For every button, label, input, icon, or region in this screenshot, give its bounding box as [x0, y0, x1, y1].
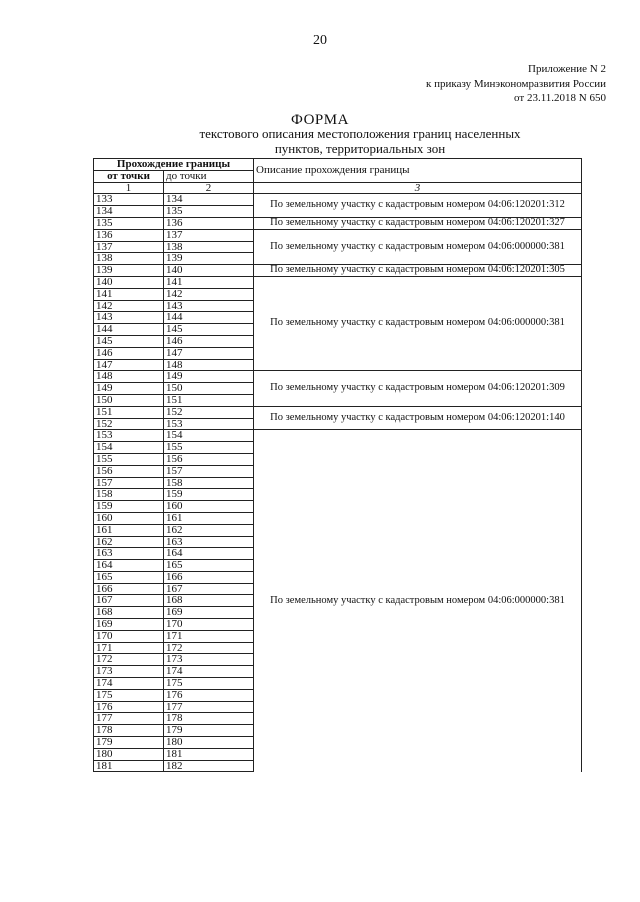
from-point-cell: 150 — [94, 394, 164, 406]
to-point-cell: 175 — [164, 678, 254, 690]
from-point-cell: 135 — [94, 217, 164, 229]
description-cell: По земельному участку с кадастровым номером 04:06:120201:309 — [254, 371, 582, 406]
from-point-cell: 133 — [94, 194, 164, 206]
table-row — [94, 430, 582, 442]
from-point-cell: 155 — [94, 453, 164, 465]
from-point-cell: 158 — [94, 489, 164, 501]
to-point-cell: 172 — [164, 642, 254, 654]
to-point-cell: 143 — [164, 300, 254, 312]
appendix-line-3: от 23.11.2018 N 650 — [514, 92, 606, 104]
to-point-cell: 161 — [164, 512, 254, 524]
from-point-cell: 134 — [94, 206, 164, 218]
from-point-cell: 175 — [94, 689, 164, 701]
to-point-cell: 173 — [164, 654, 254, 666]
to-point-cell: 177 — [164, 701, 254, 713]
border-description-table — [93, 158, 582, 772]
from-point-cell: 139 — [94, 265, 164, 277]
description-cell: По земельному участку с кадастровым номером 04:06:000000:381 — [254, 276, 582, 370]
subtitle-line-2: пунктов, территориальных зон — [274, 140, 446, 156]
to-point-cell: 152 — [164, 406, 254, 418]
to-point-cell: 135 — [164, 206, 254, 218]
column-number-1: 1 — [94, 182, 164, 194]
from-point-cell: 170 — [94, 630, 164, 642]
from-point-cell: 148 — [94, 371, 164, 383]
table-row — [94, 194, 582, 206]
column-number-3: 3 — [254, 182, 582, 194]
from-point-cell: 164 — [94, 560, 164, 572]
from-point-cell: 173 — [94, 666, 164, 678]
table-row — [94, 229, 582, 241]
to-point-cell: 162 — [164, 524, 254, 536]
description-cell: По земельному участку с кадастровым номером 04:06:120201:327 — [254, 217, 582, 229]
header-description: Описание прохождения границы — [254, 159, 582, 183]
from-point-cell: 153 — [94, 430, 164, 442]
to-point-cell: 165 — [164, 560, 254, 572]
from-point-cell: 141 — [94, 288, 164, 300]
description-cell: По земельному участку с кадастровым номером 04:06:120201:140 — [254, 406, 582, 430]
form-subtitle — [150, 127, 570, 156]
to-point-cell: 181 — [164, 748, 254, 760]
to-point-cell: 153 — [164, 418, 254, 430]
header-to-point: до точки — [164, 170, 254, 182]
to-point-cell: 139 — [164, 253, 254, 265]
to-point-cell: 168 — [164, 595, 254, 607]
to-point-cell: 171 — [164, 630, 254, 642]
from-point-cell: 165 — [94, 571, 164, 583]
from-point-cell: 156 — [94, 465, 164, 477]
to-point-cell: 159 — [164, 489, 254, 501]
to-point-cell: 156 — [164, 453, 254, 465]
from-point-cell: 177 — [94, 713, 164, 725]
to-point-cell: 174 — [164, 666, 254, 678]
from-point-cell: 152 — [94, 418, 164, 430]
description-cell: По земельному участку с кадастровым номером 04:06:120201:312 — [254, 194, 582, 218]
to-point-cell: 142 — [164, 288, 254, 300]
to-point-cell: 157 — [164, 465, 254, 477]
description-cell: По земельному участку с кадастровым номером 04:06:000000:381 — [254, 229, 582, 264]
table-row — [94, 217, 582, 229]
to-point-cell: 163 — [164, 536, 254, 548]
from-point-cell: 163 — [94, 548, 164, 560]
from-point-cell: 145 — [94, 335, 164, 347]
from-point-cell: 161 — [94, 524, 164, 536]
to-point-cell: 164 — [164, 548, 254, 560]
subtitle-line-1: текстового описания местоположения границ населенных — [199, 126, 521, 141]
appendix-line-2: к приказу Минэкономразвития России — [426, 77, 606, 90]
to-point-cell: 169 — [164, 607, 254, 619]
from-point-cell: 172 — [94, 654, 164, 666]
to-point-cell: 160 — [164, 501, 254, 513]
to-point-cell: 147 — [164, 347, 254, 359]
from-point-cell: 136 — [94, 229, 164, 241]
from-point-cell: 180 — [94, 748, 164, 760]
from-point-cell: 171 — [94, 642, 164, 654]
from-point-cell: 137 — [94, 241, 164, 253]
page-number: 20 — [313, 33, 327, 48]
from-point-cell: 176 — [94, 701, 164, 713]
table-body — [94, 194, 582, 772]
table-row — [94, 265, 582, 277]
to-point-cell: 134 — [164, 194, 254, 206]
table-row — [94, 276, 582, 288]
from-point-cell: 162 — [94, 536, 164, 548]
from-point-cell: 169 — [94, 619, 164, 631]
from-point-cell: 151 — [94, 406, 164, 418]
from-point-cell: 166 — [94, 583, 164, 595]
from-point-cell: 159 — [94, 501, 164, 513]
from-point-cell: 181 — [94, 760, 164, 772]
to-point-cell: 144 — [164, 312, 254, 324]
to-point-cell: 179 — [164, 725, 254, 737]
appendix-line-1: Приложение N 2 — [528, 63, 606, 75]
to-point-cell: 137 — [164, 229, 254, 241]
from-point-cell: 143 — [94, 312, 164, 324]
from-point-cell: 149 — [94, 383, 164, 395]
from-point-cell: 147 — [94, 359, 164, 371]
to-point-cell: 180 — [164, 737, 254, 749]
from-point-cell: 146 — [94, 347, 164, 359]
to-point-cell: 141 — [164, 276, 254, 288]
from-point-cell: 168 — [94, 607, 164, 619]
to-point-cell: 151 — [164, 394, 254, 406]
to-point-cell: 166 — [164, 571, 254, 583]
header-from-point: от точки — [94, 170, 164, 182]
from-point-cell: 157 — [94, 477, 164, 489]
table-row — [94, 371, 582, 383]
to-point-cell: 150 — [164, 383, 254, 395]
to-point-cell: 154 — [164, 430, 254, 442]
from-point-cell: 154 — [94, 442, 164, 454]
to-point-cell: 145 — [164, 324, 254, 336]
to-point-cell: 170 — [164, 619, 254, 631]
from-point-cell: 178 — [94, 725, 164, 737]
from-point-cell: 140 — [94, 276, 164, 288]
from-point-cell: 179 — [94, 737, 164, 749]
to-point-cell: 178 — [164, 713, 254, 725]
to-point-cell: 146 — [164, 335, 254, 347]
to-point-cell: 176 — [164, 689, 254, 701]
to-point-cell: 155 — [164, 442, 254, 454]
column-number-2: 2 — [164, 182, 254, 194]
from-point-cell: 142 — [94, 300, 164, 312]
to-point-cell: 136 — [164, 217, 254, 229]
from-point-cell: 167 — [94, 595, 164, 607]
description-cell: По земельному участку с кадастровым номером 04:06:000000:381 — [254, 430, 582, 772]
appendix-header — [426, 62, 606, 106]
form-title: ФОРМА — [291, 112, 349, 128]
to-point-cell: 138 — [164, 241, 254, 253]
table-row — [94, 406, 582, 418]
header-boundary-passage: Прохождение границы — [94, 159, 254, 171]
to-point-cell: 140 — [164, 265, 254, 277]
from-point-cell: 160 — [94, 512, 164, 524]
from-point-cell: 138 — [94, 253, 164, 265]
to-point-cell: 149 — [164, 371, 254, 383]
from-point-cell: 174 — [94, 678, 164, 690]
from-point-cell: 144 — [94, 324, 164, 336]
to-point-cell: 167 — [164, 583, 254, 595]
to-point-cell: 158 — [164, 477, 254, 489]
to-point-cell: 182 — [164, 760, 254, 772]
description-cell: По земельному участку с кадастровым номером 04:06:120201:305 — [254, 265, 582, 277]
to-point-cell: 148 — [164, 359, 254, 371]
